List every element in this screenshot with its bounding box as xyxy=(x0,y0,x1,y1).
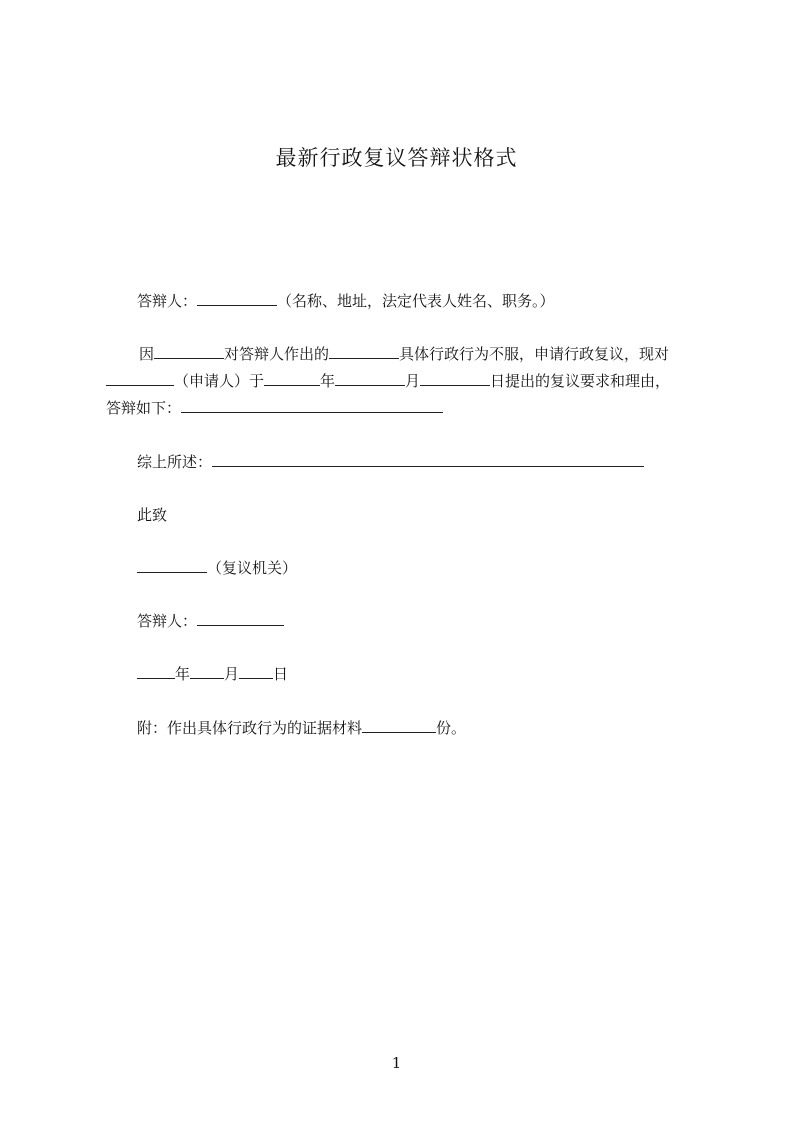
day-suffix: 日提出的复议要求和理由， xyxy=(490,372,671,390)
agency-blank xyxy=(137,556,207,573)
applicant-label: （申请人）于 xyxy=(174,372,265,390)
reason-suffix: 具体行政行为不服，申请行政复议，现对 xyxy=(399,345,670,363)
sign-year-blank xyxy=(137,662,175,679)
applicant-blank xyxy=(154,342,224,359)
signature-line xyxy=(137,609,284,633)
respondent-label: 答辩人： xyxy=(137,292,198,310)
date-blank xyxy=(329,342,399,359)
respondent-name-blank xyxy=(197,289,277,306)
attachment-count-blank xyxy=(362,716,436,733)
year-blank xyxy=(264,369,320,386)
agency-line xyxy=(137,556,297,580)
document-title: 最新行政复议答辩状格式 xyxy=(275,146,518,170)
reason-prefix: 因 xyxy=(139,345,155,363)
applicant-name-blank xyxy=(106,369,174,386)
sign-day-label: 日 xyxy=(273,665,289,683)
attachment-line xyxy=(137,716,466,740)
sign-year-label: 年 xyxy=(175,665,191,683)
date-line xyxy=(137,662,288,686)
summary-blank xyxy=(212,450,644,467)
salutation: 此致 xyxy=(137,506,168,524)
page-number: 1 xyxy=(391,1054,402,1072)
reason-mid: 对答辩人作出的 xyxy=(224,345,330,363)
defense-label: 答辩如下： xyxy=(106,399,182,417)
attachment-prefix: 附：作出具体行政行为的证据材料 xyxy=(137,719,363,737)
month-blank xyxy=(335,369,405,386)
agency-label: （复议机关） xyxy=(207,559,298,577)
sign-month-label: 月 xyxy=(224,665,240,683)
reason-line-1 xyxy=(139,342,669,366)
attachment-suffix: 份。 xyxy=(436,719,467,737)
sign-month-blank xyxy=(190,662,224,679)
summary-label: 综上所述： xyxy=(137,453,213,471)
reason-line-2 xyxy=(106,369,670,393)
sign-day-blank xyxy=(239,662,273,679)
reason-line-3 xyxy=(106,396,443,420)
day-blank xyxy=(420,369,490,386)
defense-blank xyxy=(181,396,443,413)
respondent-line xyxy=(137,289,555,313)
year-label: 年 xyxy=(320,372,336,390)
summary-line xyxy=(137,450,644,474)
salutation-line xyxy=(137,503,167,527)
signature-label: 答辩人： xyxy=(137,612,198,630)
signature-blank xyxy=(197,609,284,626)
respondent-note: （名称、地址，法定代表人姓名、职务。） xyxy=(277,292,555,310)
month-label: 月 xyxy=(405,372,421,390)
